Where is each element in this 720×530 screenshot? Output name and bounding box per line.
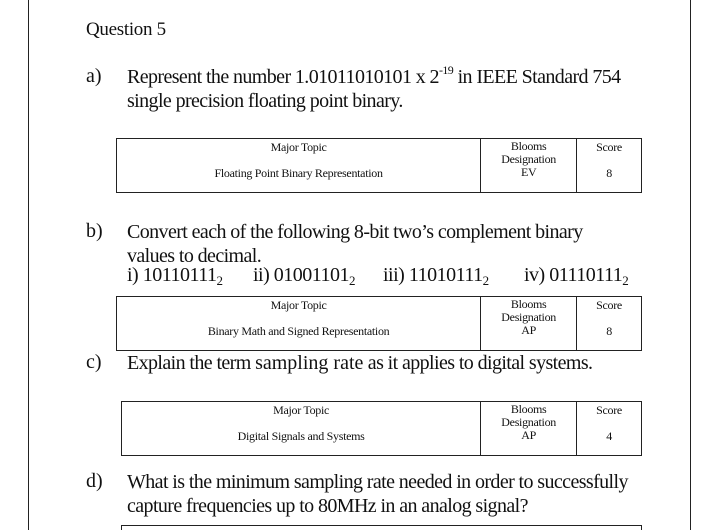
- binary-item: ii) $01001101_2$: [253, 264, 356, 288]
- question-a-line2: single precision floating point binary.: [127, 90, 403, 112]
- term-sampling-rate: sampling rate: [255, 352, 364, 374]
- major-topic-cell: [117, 297, 481, 351]
- score-header: Score: [596, 403, 622, 417]
- binary-item: iii) $11010111_2$: [383, 264, 489, 288]
- question-d-label: d): [86, 470, 103, 492]
- rubric-table-c: [121, 401, 642, 456]
- question-c-text: Explain the term sampling rate as it applies to digital systems.: [127, 352, 593, 374]
- score-cell: [577, 139, 642, 193]
- score-header: Score: [596, 298, 622, 312]
- blooms-value: AP: [521, 428, 537, 442]
- rubric-table-d-partial: [121, 525, 642, 530]
- blooms-header: Blooms Designation: [501, 402, 556, 429]
- blooms-value: EV: [520, 165, 537, 179]
- rubric-table-a: [116, 138, 642, 193]
- page-border-right: [690, 0, 691, 530]
- question-c-label: c): [86, 351, 102, 373]
- major-topic-value: Digital Signals and Systems: [237, 429, 365, 443]
- blooms-header: Blooms Designation: [501, 139, 556, 166]
- major-topic-cell: [122, 402, 481, 456]
- blooms-header: Blooms Designation: [501, 297, 556, 324]
- major-topic-header: Major Topic: [273, 403, 330, 417]
- exponent: -19: [438, 63, 454, 77]
- question-b-text: [127, 220, 583, 268]
- major-topic-cell: [117, 139, 481, 193]
- major-topic-value: Floating Point Binary Representation: [214, 166, 383, 180]
- question-b-label: b): [86, 220, 103, 242]
- major-topic-header: Major Topic: [270, 298, 327, 312]
- rubric-table-b: [116, 296, 642, 351]
- question-b-line1: Convert each of the following 8-bit two’s complement binary: [127, 221, 583, 243]
- blooms-cell: [481, 139, 577, 193]
- blooms-value: AP: [521, 323, 537, 337]
- binary-item: iv) $01110111_2$: [524, 264, 629, 288]
- question-a-text: [127, 65, 621, 113]
- score-cell: [577, 402, 642, 456]
- blooms-cell: [481, 402, 577, 456]
- question-heading: Question 5: [86, 19, 166, 40]
- question-d-line1: What is the minimum sampling rate needed in order to successfully: [127, 471, 628, 493]
- score-value: 8: [606, 324, 612, 338]
- question-d-text: [127, 470, 628, 518]
- page-border-left: [28, 0, 29, 530]
- question-a-label: a): [86, 65, 102, 87]
- score-value: 8: [606, 166, 612, 180]
- question-a-line1: Represent the number 1.01011010101 x $2^{-19}$ in IEEE Standard 754: [127, 63, 621, 88]
- binary-item: i) $10110111_2$: [127, 264, 223, 288]
- question-b-line2: values to decimal.: [127, 245, 262, 267]
- major-topic-header: Major Topic: [270, 140, 327, 154]
- score-header: Score: [596, 140, 622, 154]
- blooms-cell: [481, 297, 577, 351]
- score-cell: [577, 297, 642, 351]
- major-topic-value: Binary Math and Signed Representation: [207, 324, 390, 338]
- score-value: 4: [606, 429, 612, 443]
- question-d-line2: capture frequencies up to 80MHz in an analog signal?: [127, 495, 528, 517]
